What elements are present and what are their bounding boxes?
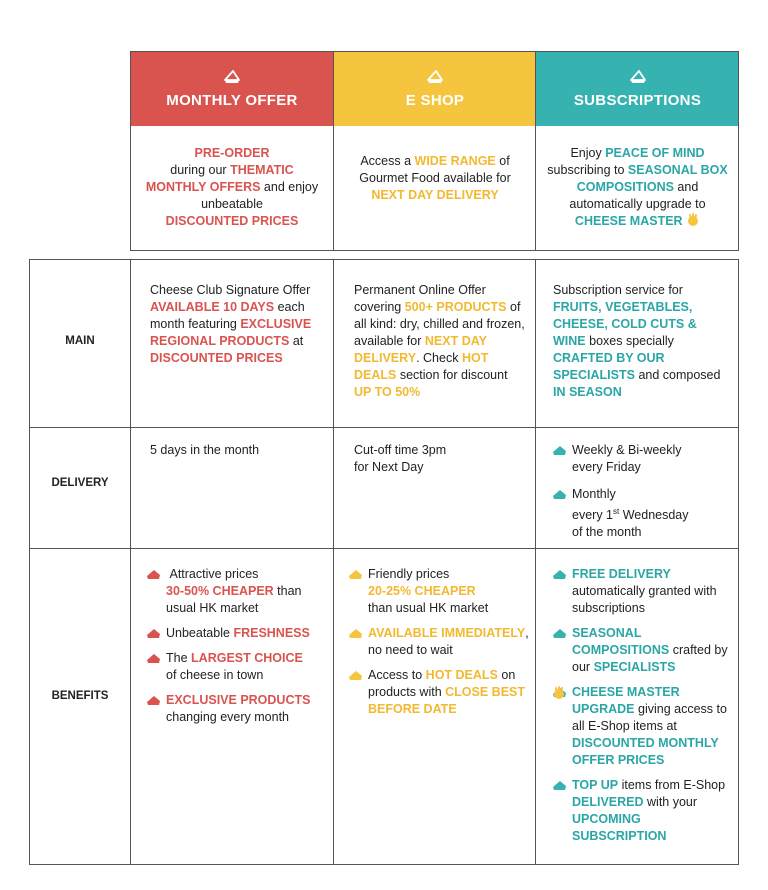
- cheese-wedge-icon: [552, 444, 567, 456]
- list-item: SEASONAL COMPOSITIONS crafted by our SPECIALISTS: [552, 625, 732, 676]
- cheese-wedge-icon: [146, 652, 161, 664]
- delivery-subs: [552, 442, 732, 549]
- main-subs: Subscription service for FRUITS, VEGETABLES, CHEESE, COLD CUTS & WINE boxes specially CRAFTED BY OUR SPECIALISTS and composed IN SEASON: [553, 283, 721, 399]
- list-item: EXCLUSIVE PRODUCTS changing every month: [146, 692, 328, 726]
- hand-ok-icon: [686, 213, 700, 227]
- benefits-monthly: [146, 566, 328, 734]
- header-title: MONTHLY OFFER: [166, 92, 298, 109]
- benefits-subs: [552, 566, 732, 853]
- row-label-main: MAIN: [65, 335, 95, 347]
- list-item: The LARGEST CHOICE of cheese in town: [146, 650, 328, 684]
- cheese-wedge-icon: [146, 694, 161, 706]
- list-item: TOP UP items from E-Shop DELIVERED with your UPCOMING SUBSCRIPTION: [552, 777, 732, 845]
- delivery-eshop: Cut-off time 3pm for Next Day: [354, 443, 447, 474]
- list-item: FREE DELIVERY automatically granted with subscriptions: [552, 566, 732, 617]
- list-item: Monthly every 1st Wednesday of the month: [552, 486, 732, 541]
- header-title: E SHOP: [405, 92, 465, 109]
- delivery-monthly: 5 days in the month: [150, 443, 260, 457]
- list-item: Weekly & Bi-weekly every Friday: [552, 442, 732, 476]
- intro-monthly: PRE-ORDER during our THEMATIC MONTHLY OFFERS and enjoy unbeatable DISCOUNTED PRICES: [145, 146, 319, 228]
- list-item: CHEESE MASTER UPGRADE giving access to all E-Shop items at DISCOUNTED MONTHLY OFFER PRICES: [552, 684, 732, 769]
- cheese-wedge-icon: [146, 627, 161, 639]
- cheese-wedge-icon: [348, 627, 363, 639]
- row-label-benefits: BENEFITS: [51, 690, 109, 702]
- header-title: SUBSCRIPTIONS: [573, 92, 702, 109]
- intro-subs: Enjoy PEACE OF MIND subscribing to SEASONAL BOX COMPOSITIONS and automatically upgrade to CHEESE MASTER: [547, 146, 728, 228]
- hand-ok-icon: [552, 686, 566, 700]
- intro-eshop: Access a WIDE RANGE of Gourmet Food available for NEXT DAY DELIVERY: [359, 154, 511, 202]
- cheese-wedge-icon: [552, 627, 567, 639]
- row-label-delivery: DELIVERY: [51, 477, 109, 489]
- cheese-wedge-icon: [348, 568, 363, 580]
- main-eshop: Permanent Online Offer covering 500+ PRODUCTS of all kind: dry, chilled and frozen, available for NEXT DAY DELIVERY. Check HOT DEALS section for discount UP TO 50%: [354, 283, 525, 399]
- cheese-wedge-icon: [146, 568, 161, 580]
- cheese-wedge-icon: [552, 568, 567, 580]
- list-item: Attractive prices 30-50% CHEAPER than usual HK market: [146, 566, 328, 617]
- list-item: Friendly prices 20-25% CHEAPER than usual HK market: [348, 566, 530, 617]
- cheese-wedge-icon: [552, 779, 567, 791]
- main-monthly: Cheese Club Signature Offer AVAILABLE 10 DAYS each month featuring EXCLUSIVE REGIONAL PRODUCTS at DISCOUNTED PRICES: [150, 283, 312, 365]
- list-item: Access to HOT DEALS on products with CLOSE BEST BEFORE DATE: [348, 667, 530, 718]
- list-item: AVAILABLE IMMEDIATELY, no need to wait: [348, 625, 530, 659]
- cheese-wedge-icon: [348, 669, 363, 681]
- cheese-wedge-icon: [552, 488, 567, 500]
- benefits-eshop: [348, 566, 530, 726]
- list-item: Unbeatable FRESHNESS: [146, 625, 328, 642]
